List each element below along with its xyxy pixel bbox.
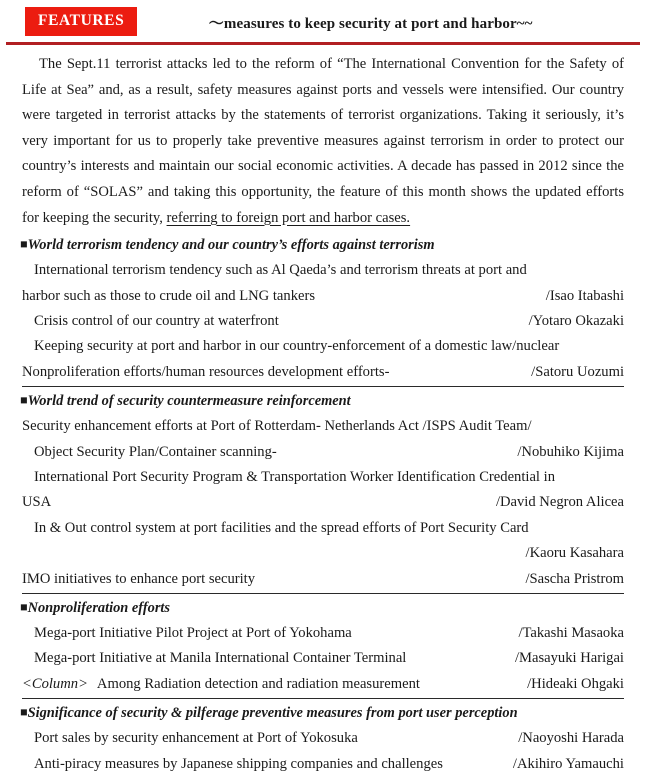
toc-entry-author: /Masayuki Harigai xyxy=(514,650,624,667)
toc-entry-title: International Port Security Program & Transportation Worker Identification Credential in xyxy=(34,469,555,485)
toc-entry[interactable] xyxy=(22,516,624,541)
toc-entry-title: International terrorism tendency such as Al Qaeda’s and terrorism threats at port and xyxy=(34,262,527,279)
section-heading-label: Significance of security & pilferage preventive measures from port user perception xyxy=(27,705,518,722)
toc-entry[interactable] xyxy=(22,334,624,359)
masthead-rule xyxy=(6,42,640,45)
toc-entry-title: Anti-piracy measures by Japanese shipping companies and challenges xyxy=(34,755,443,772)
black-square-icon: ■ xyxy=(20,600,28,615)
lead-body: The Sept.11 terrorist attacks led to the reform of “The International Convention for the Safety of Life at Sea” and, as a result, safety measures against ports and vessels were intensified. Our country were targeted in terrorist attacks by the statements of terrorist organizations. Taking it seriously, it’s very important for us to properly take preventive measures against terrorism in order to protect our country’s interests and maintain our social economic activities. A decade has passed in 2012 since the reform of “SOLAS” and taking this opportunity, the feature of this month shows the updated efforts for keeping the security, xyxy=(22,56,624,226)
toc-entry-title: Object Security Plan/Container scanning- xyxy=(34,443,277,460)
section-heading-label: World terrorism tendency and our country’s efforts against terrorism xyxy=(27,237,435,254)
lead-paragraph xyxy=(22,52,624,231)
toc-entry-title: Port sales by security enhancement at Port of Yokosuka xyxy=(34,730,358,747)
toc-entry[interactable] xyxy=(22,672,624,699)
toc-entry[interactable] xyxy=(22,440,624,465)
toc-entry-title: Mega-port Initiative Pilot Project at Port of Yokohama xyxy=(34,625,352,642)
toc-entry-title xyxy=(22,672,519,697)
toc-entry[interactable] xyxy=(22,490,624,515)
toc-entry-author: /David Negron Alicea xyxy=(495,494,624,511)
toc-entry-title: Security enhancement efforts at Port of Rotterdam- Netherlands Act /ISPS Audit Team/ xyxy=(22,418,532,435)
toc-entry-author: /Naoyoshi Harada xyxy=(518,730,624,747)
toc-entry-title: Keeping security at port and harbor in our country-enforcement of a domestic law/nuclear xyxy=(34,338,560,355)
toc-entry-title: harbor such as those to crude oil and LNG tankers xyxy=(22,287,316,304)
black-square-icon: ■ xyxy=(20,705,28,720)
toc-entry[interactable] xyxy=(22,752,624,777)
section-heading-label: Nonproliferation efforts xyxy=(27,600,171,617)
toc-entry[interactable] xyxy=(22,360,624,387)
toc-entry-title: USA xyxy=(22,494,52,511)
toc-entry[interactable] xyxy=(22,414,624,439)
toc-entry-title: IMO initiatives to enhance port security xyxy=(22,570,256,587)
toc-entry-author: /Sascha Pristrom xyxy=(525,570,624,587)
toc-entry-title: Mega-port Initiative at Manila International Container Terminal xyxy=(34,650,407,667)
toc-entry-author: /Yotaro Okazaki xyxy=(528,312,624,329)
toc-entry[interactable] xyxy=(22,465,624,490)
features-badge: FEATURES xyxy=(25,7,137,36)
column-tag: <Column> xyxy=(22,675,88,692)
section-heading xyxy=(20,232,624,258)
toc-entry-title: Nonproliferation efforts/human resources development efforts- xyxy=(22,363,390,380)
masthead xyxy=(14,0,632,46)
page-title: 〜measures to keep security at port and harbor~~ xyxy=(208,16,533,32)
toc-entry-title-text: Among Radiation detection and radiation measurement xyxy=(96,675,420,692)
section-heading xyxy=(20,388,624,414)
toc-entry-author: /Akihiro Yamauchi xyxy=(512,755,624,772)
toc-entry-author: /Nobuhiko Kijima xyxy=(517,443,624,460)
toc-entry[interactable] xyxy=(22,309,624,334)
black-square-icon: ■ xyxy=(20,393,28,408)
toc-entry[interactable] xyxy=(22,258,624,283)
toc-entry[interactable] xyxy=(22,567,624,594)
toc-entry-title: Crisis control of our country at waterfront xyxy=(34,312,279,329)
section-heading xyxy=(20,595,624,621)
toc-entry[interactable] xyxy=(22,726,624,751)
toc-entry[interactable] xyxy=(22,646,624,671)
toc-entry-author: /Takashi Masaoka xyxy=(518,625,624,642)
black-square-icon: ■ xyxy=(20,237,28,252)
toc-entry-author: /Kaoru Kasahara xyxy=(525,545,624,562)
toc-entry-author: /Isao Itabashi xyxy=(545,287,624,304)
section-heading xyxy=(20,700,624,726)
toc-entry[interactable] xyxy=(22,541,624,566)
toc-entry[interactable] xyxy=(22,284,624,309)
toc-entry-title: In & Out control system at port facilities and the spread efforts of Port Security Card xyxy=(34,519,529,536)
sections-container xyxy=(14,232,632,777)
toc-entry[interactable] xyxy=(22,621,624,646)
section-heading-label: World trend of security countermeasure reinforcement xyxy=(27,393,351,410)
toc-entry-author: /Hideaki Ohgaki xyxy=(527,675,624,692)
lead-underlined-tail: referring to foreign port and harbor cases. xyxy=(166,209,411,226)
toc-entry-author: /Satoru Uozumi xyxy=(531,363,624,380)
